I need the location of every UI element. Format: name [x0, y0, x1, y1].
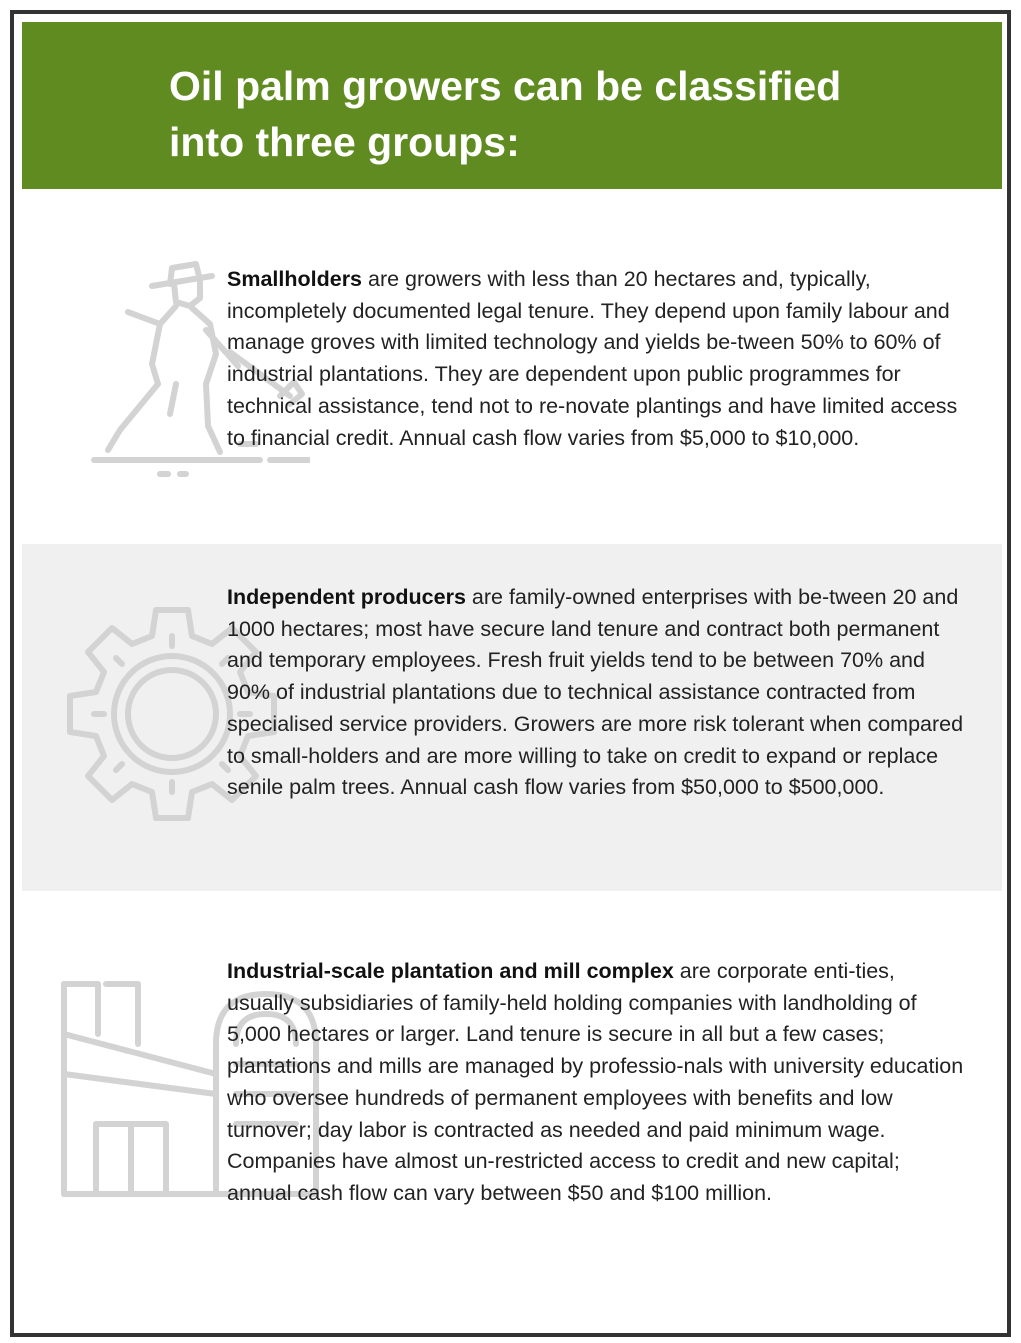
title-banner	[22, 22, 1002, 189]
independent-producers-text: are family-owned enterprises with be-tween 20 and 1000 hectares; most have secure land tenure and contract both permanent and temporary employees. Fresh fruit yields tend to be between 70% and 90% of industrial plantations due to technical assistance contracted from specialised service providers. Growers are more risk tolerant when compared to small-holders and are more willing to take on credit to expand or replace senile palm trees. Annual cash flow varies from $50,000 to $500,000.	[227, 585, 964, 800]
section-smallholders	[22, 224, 1002, 524]
smallholders-text: are growers with less than 20 hectares and, typically, incompletely documented legal tenure. They depend upon family labour and manage groves with limited technology and yields be-tween 50% to 60% of industrial plantations. They are dependent upon public programmes for technical assistance, tend not to re-novate plantings and have limited access to financial credit. Annual cash flow varies from $5,000 to $10,000.	[227, 267, 958, 450]
industrial-scale-text: are corporate enti-ties, usually subsidiaries of family-held holding companies with landholding of 5,000 hectares or larger. Land tenure is secure in all but a few cases; plantations and mills are managed by professio-nals with university education who oversee hundreds of permanent employees with benefits and low turnover; day labor is contracted as needed and paid minimum wage. Companies have almost un-restricted access to credit and new capital; annual cash flow can vary between $50 and $100 million.	[227, 959, 964, 1205]
page-title	[169, 58, 969, 170]
section-independent-producers	[22, 544, 1002, 891]
smallholders-term: Smallholders	[227, 267, 363, 291]
title-line-2: into three groups:	[169, 119, 520, 165]
independent-producers-paragraph	[227, 582, 967, 804]
industrial-scale-term: Industrial-scale plantation and mill complex	[227, 959, 674, 983]
section-industrial-scale	[22, 914, 1002, 1294]
smallholders-paragraph	[227, 264, 967, 454]
independent-producers-term: Independent producers	[227, 585, 466, 609]
page-frame	[10, 10, 1011, 1337]
industrial-scale-paragraph	[227, 956, 967, 1210]
title-line-1: Oil palm growers can be classified	[169, 63, 842, 109]
